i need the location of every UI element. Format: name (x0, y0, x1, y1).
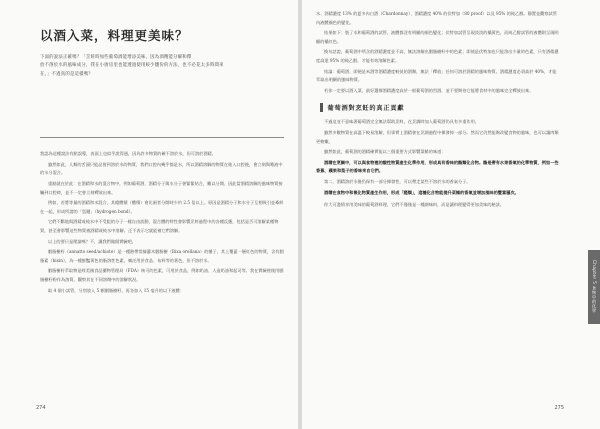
right-page (302, 0, 600, 429)
paragraph: 例如，若將等量的酒精和水混合，其總體積（體積）會比兩者分開時少約 2.5 倍以上。原因是酒精分子和水分子互相吸引並牽絆在一起，形成所謂的「氫鍵」（hydrogen bond）。 (40, 200, 284, 214)
paragraph: 酒精在烹調中，可以與食物裡的酸性物質產生化學作用，形成具有香味的酯類化合物。酯是帶有水果香氣的化學物質，例如一些香蕉、蘋果和梨子的香味來自它們。 (316, 159, 559, 174)
paragraph: 第二，酒精溶於水後仍保有一部分揮發性，可以帶走某些不溶於水的香氣分子。 (324, 178, 471, 184)
paragraph: 若你一定要以酒入菜，最好選擇酒精濃度高於一般葡萄酒的烈酒，並不要期待它能將食材中的風味完全釋放出來。 (324, 87, 534, 93)
paragraph: 酒精在食物中和氧化物質產生作用，形成「醛類」，這種化合物能提升菜餚的香氣並增加風味的豐富層次。 (324, 189, 519, 195)
paragraph: 水、酒精濃度 13% 的夏多內白酒（Chardonnay）、酒精濃度 40% 的伏特加（80 proof）以及 95% 的純乙醇。靜置並觀察試管內液體顏色的變化。 (316, 11, 557, 25)
paragraph: 結論：葡萄酒、即便是米酒等酒精濃度較低的酒類，無法「釋放」任何可溶於酒精的風味物質。酒精濃度必須高於 40%，才能萃取出明顯的風味物質。 (316, 68, 557, 83)
intro-line: 在。」不過真的是這樣嗎？ (40, 71, 93, 77)
body-text (316, 118, 560, 209)
page-number: 274 (36, 405, 46, 411)
paragraph: 不過這並不意味著葡萄酒完全無法幫助烹飪，在烹調時加入葡萄酒仍具有多重作用。 (324, 119, 479, 125)
paragraph: 雖然如此，葡萄酒的酒精確實能以三個重要方式影響菜餚的味道： (324, 149, 446, 155)
divider (40, 137, 284, 138)
section-heading (320, 103, 560, 112)
section-title: 葡萄酒對烹飪的真正貢獻 (327, 105, 405, 113)
paragraph: 雖然多數物質在高溫下較易溶解，但事實上酒精會在烹調過程中揮發掉一部分。然而它仍然能夠改變食物的風味，也可以讓肉類更軟嫩。 (316, 129, 559, 144)
body-text (40, 150, 284, 295)
page-number: 275 (554, 405, 564, 411)
paragraph: 重點就在於此：在酒精和水的混合物中，例如葡萄酒，酒精分子與水分子會緊緊結合，難以分開，因此當酒精溶解的風味物質接觸到口腔時，並不一定會立刻釋放出來。 (40, 181, 283, 195)
paragraph: 你大可盡情享用美味的葡萄酒料理，它們不僅僅是一種調味料，而是讓料理變得更加美味的秘訣。 (324, 202, 505, 208)
paragraph: 它們不斷地與酒精或純水中不受阻的分子一樣自由流動，混合體的特性會影響烹飪過程中的各種反應，包括是否可溶解某種物質，甚至會影響這些物質被酒精或純水中溶解。正不表示它就能被它們溶解。 (40, 219, 279, 233)
paragraph: 我認為這種說法有點誤導，表面上也似乎說得通，因為許多物質的確不溶於水，但可溶於酒精。 (40, 151, 216, 157)
page-title: 以酒入菜，料理更美味？ (40, 28, 189, 43)
paragraph: 胭脂樹籽萃取物是經美國食品藥物管理局（FDA）核可的色素，可用於食品，例如奶油、人造奶油和起司等。我在實驗裡使用胭脂樹籽粉作為溶質，觀察其在不同溶劑中的溶解狀況。 (40, 268, 284, 282)
paragraph: 取 4 個小試管，分別放入 5 顆胭脂樹籽，再各加入 15 毫升的以下液體： (48, 287, 184, 293)
paragraph: 換句話說，葡萄酒中所含的酒精濃度並不高，無法溶解出胭脂樹籽中的色素；即使是伏特加也只能溶出少量的色素，只有酒精濃度高達 95% 的純乙醇，才能有效溶解色素。 (316, 49, 559, 63)
paragraph: 胭脂樹籽（annatto seed/achiote）是一種熱帶常綠灌木胭脂樹（Bixa orellana）的種子，其上覆蓋一層紅色的物質，含有胭脂素（bixin），為一種鮮豔黃色的脂溶性色素，廣泛用於食品、布料等的著色，但不溶於水。 (40, 249, 284, 263)
intro-line: 下面的說法正確嗎？「烹飪時加些葡萄酒能增添美味，因為酒精能分解和釋 (40, 55, 192, 60)
paragraph: 雖然如此，人類的舌頭只能品嘗到溶於水的物質，我們口腔內幾乎都是水，所以酒精溶解的物質在進入口腔後，會立刻與唾液中的水分混合。 (40, 161, 283, 176)
heading-marker (320, 103, 323, 112)
intro-block (40, 54, 284, 79)
left-page (0, 0, 298, 429)
intro-line: 放不溶於水的風味成分，我在小廚房里也能透過使用較少鹽份的方法，也不必花太多時間來 (40, 63, 224, 69)
body-text (316, 10, 560, 95)
paragraph: 以上的要只是理論嗎？不，讓我們做個實驗吧。 (48, 238, 136, 244)
paragraph: 結果如下：裝了水和葡萄酒的試管，液體都沒有明顯的顏色變化；伏特加試管呈現淡淡的橘黃色，而純乙醇試管的液體則呈現明顯的橘紅色。 (316, 30, 559, 44)
chapter-tab: Chapter 5 食物中的化學 (588, 250, 600, 324)
